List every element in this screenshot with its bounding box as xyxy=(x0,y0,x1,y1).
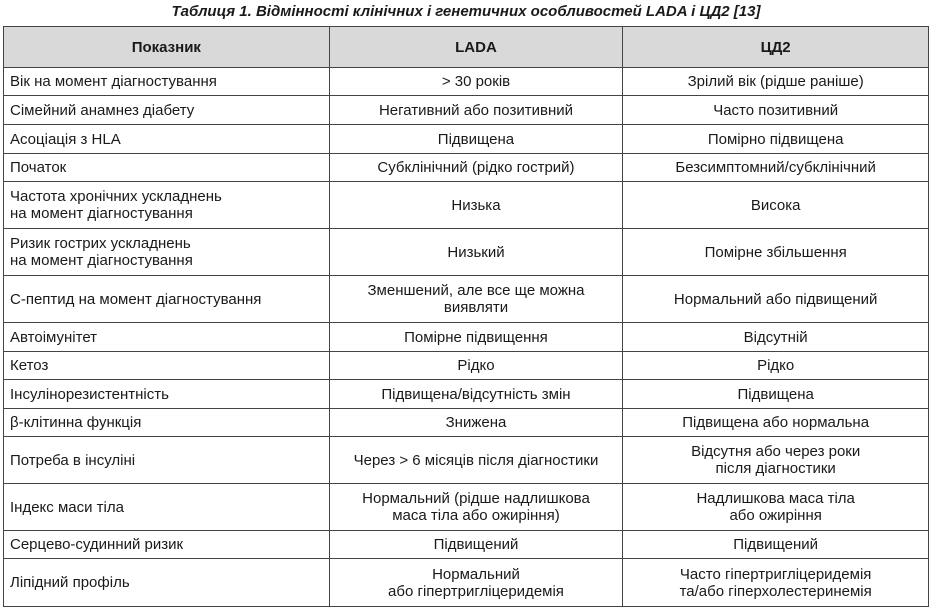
table-row xyxy=(4,125,929,154)
row-t2d-cell: Часто позитивний xyxy=(623,96,929,125)
row-indicator-cell: Асоціація з HLA xyxy=(4,125,330,154)
table-row xyxy=(4,437,929,484)
table-row xyxy=(4,380,929,409)
header-indicator: Показник xyxy=(4,27,330,68)
row-indicator-cell: Ліпідний профіль xyxy=(4,559,330,607)
table-row xyxy=(4,96,929,125)
table-row xyxy=(4,182,929,229)
row-lada-cell: Через > 6 місяців після діагностики xyxy=(329,437,623,484)
table-row xyxy=(4,154,929,182)
row-lada-cell: Підвищений xyxy=(329,531,623,559)
row-indicator-cell: Потреба в інсуліні xyxy=(4,437,330,484)
comparison-table xyxy=(3,26,929,607)
table-row xyxy=(4,409,929,437)
row-indicator-cell: Початок xyxy=(4,154,330,182)
row-t2d-cell: Нормальний або підвищений xyxy=(623,276,929,323)
row-t2d-cell: Зрілий вік (рідше раніше) xyxy=(623,68,929,96)
row-lada-cell: Знижена xyxy=(329,409,623,437)
table-row xyxy=(4,276,929,323)
row-lada-cell: Підвищена/відсутність змін xyxy=(329,380,623,409)
row-indicator-cell: Вік на момент діагностування xyxy=(4,68,330,96)
table-row xyxy=(4,323,929,352)
row-t2d-cell: Підвищена xyxy=(623,380,929,409)
row-indicator-cell: Індекс маси тіла xyxy=(4,484,330,531)
row-t2d-cell: Безсимптомний/субклінічний xyxy=(623,154,929,182)
row-indicator-cell: С-пептид на момент діагностування xyxy=(4,276,330,323)
row-t2d-cell: Відсутній xyxy=(623,323,929,352)
row-indicator-cell: Частота хронічних ускладнень на момент діагностування xyxy=(4,182,330,229)
row-lada-cell: Нормальний або гіпертригліцеридемія xyxy=(329,559,623,607)
row-t2d-cell: Часто гіпертригліцеридемія та/або гіперхолестеринемія xyxy=(623,559,929,607)
table-row xyxy=(4,229,929,276)
row-t2d-cell: Рідко xyxy=(623,352,929,380)
row-t2d-cell: Висока xyxy=(623,182,929,229)
table-row xyxy=(4,68,929,96)
row-indicator-cell: Серцево-судинний ризик xyxy=(4,531,330,559)
row-lada-cell: > 30 років xyxy=(329,68,623,96)
table-row xyxy=(4,352,929,380)
table-row xyxy=(4,484,929,531)
header-t2d: ЦД2 xyxy=(623,27,929,68)
row-indicator-cell: Ризик гострих ускладнень на момент діагностування xyxy=(4,229,330,276)
row-lada-cell: Помірне підвищення xyxy=(329,323,623,352)
row-lada-cell: Нормальний (рідше надлишкова маса тіла або ожиріння) xyxy=(329,484,623,531)
row-t2d-cell: Підвищена або нормальна xyxy=(623,409,929,437)
row-lada-cell: Підвищена xyxy=(329,125,623,154)
row-lada-cell: Субклінічний (рідко гострий) xyxy=(329,154,623,182)
row-indicator-cell: Автоімунітет xyxy=(4,323,330,352)
table-caption: Таблиця 1. Відмінності клінічних і генетичних особливостей LADA і ЦД2 [13] xyxy=(171,3,761,20)
row-indicator-cell: Кетоз xyxy=(4,352,330,380)
row-lada-cell: Негативний або позитивний xyxy=(329,96,623,125)
table-row xyxy=(4,559,929,607)
row-indicator-cell: Сімейний анамнез діабету xyxy=(4,96,330,125)
row-indicator-cell: β-клітинна функція xyxy=(4,409,330,437)
row-lada-cell: Рідко xyxy=(329,352,623,380)
header-lada: LADA xyxy=(329,27,623,68)
row-t2d-cell: Помірне збільшення xyxy=(623,229,929,276)
row-t2d-cell: Надлишкова маса тіла або ожиріння xyxy=(623,484,929,531)
table-row xyxy=(4,531,929,559)
row-lada-cell: Зменшений, але все ще можна виявляти xyxy=(329,276,623,323)
row-lada-cell: Низька xyxy=(329,182,623,229)
row-t2d-cell: Підвищений xyxy=(623,531,929,559)
header-row xyxy=(4,27,929,68)
row-t2d-cell: Відсутня або через роки після діагностики xyxy=(623,437,929,484)
row-indicator-cell: Інсулінорезистентність xyxy=(4,380,330,409)
row-t2d-cell: Помірно підвищена xyxy=(623,125,929,154)
row-lada-cell: Низький xyxy=(329,229,623,276)
